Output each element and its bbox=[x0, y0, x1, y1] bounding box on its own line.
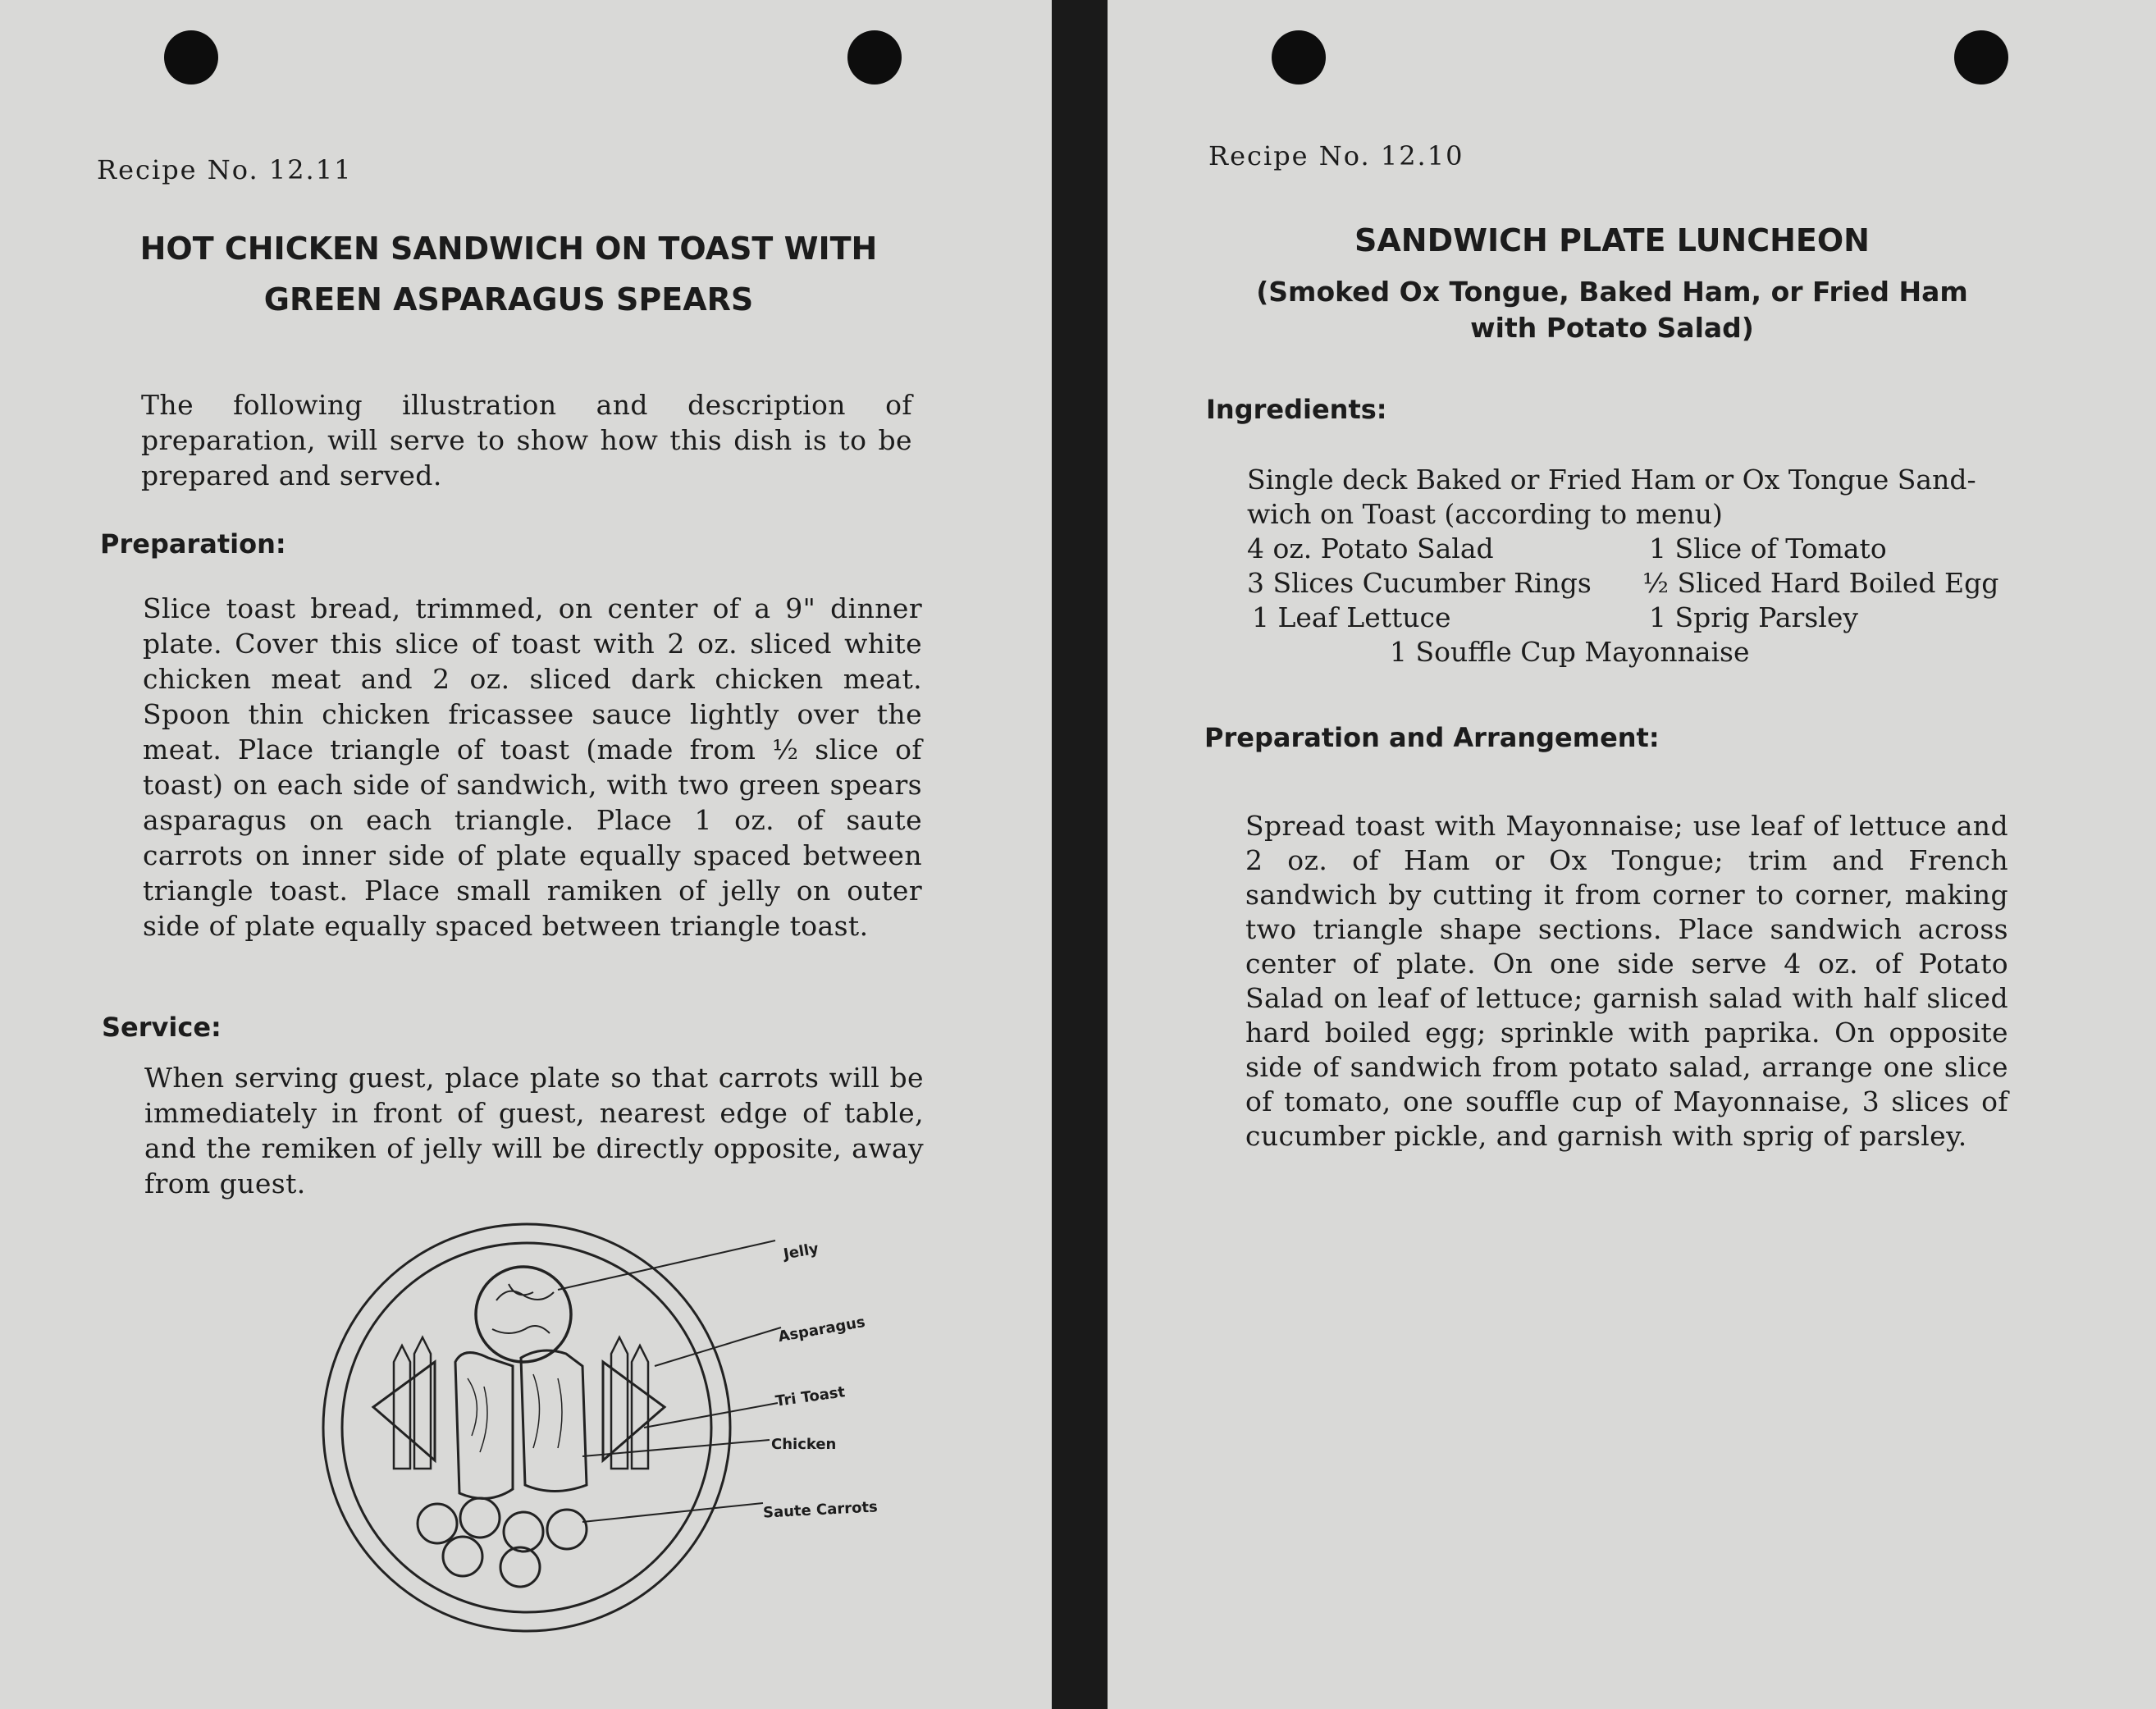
preparation-text: Spread toast with Mayonnaise; use leaf of lettuce and 2 oz. of Ham or Ox Tongue; trim and French sandwich by cutting it from corner to corner, making two triangle shape sections. Place sandwich across center of plate. On one side serve 4 oz. of Potato Salad on leaf of lettuce; garnish salad with half sliced hard boiled egg; sprinkle with paprika. On opposite side of sandwich from potato salad, arrange one slice of tomato, one souffle cup of Mayonnaise, 3 slices of cucumber pickle, and garnish with sprig of parsley. bbox=[1245, 810, 2008, 1152]
recipe-title bbox=[98, 223, 919, 325]
ingredient-item: ½ Sliced Hard Boiled Egg bbox=[1642, 567, 1999, 599]
service-text: When serving guest, place plate so that carrots will be immediately in front of guest, nearest edge of table, and the remiken of jelly will be directly opposite, away from guest. bbox=[144, 1062, 924, 1199]
tri-toast-left bbox=[373, 1362, 435, 1460]
preparation-heading: Preparation and Arrangement: bbox=[1204, 722, 1660, 753]
jelly-ramekin bbox=[476, 1267, 571, 1362]
preparation-text: Slice toast bread, trimmed, on center of a 9" dinner plate. Cover this slice of toast with 2 oz. sliced white chicken meat and 2 oz. sliced dark chicken meat. Spoon thin chicken fricassee sauce lightly over the meat. Place triangle of toast (made from ½ slice of toast) on each side of sandwich, with two green spears asparagus on each triangle. Place 1 oz. of saute carrots on inner side of plate equally spaced between triangle toast. Place small ramiken of jelly on outer side of plate equally spaced between triangle toast. bbox=[143, 592, 922, 942]
ingredients-intro-line-1: Single deck Baked or Fried Ham or Ox Tongue Sand- bbox=[1247, 464, 1976, 496]
service-heading: Service: bbox=[102, 1012, 222, 1043]
recipe-number: Recipe No. 12.11 bbox=[97, 154, 353, 185]
title-line-1: HOT CHICKEN SANDWICH ON TOAST WITH bbox=[139, 231, 878, 267]
title-line-2: GREEN ASPARAGUS SPEARS bbox=[263, 281, 754, 318]
subtitle-line-2: with Potato Salad) bbox=[1470, 312, 1754, 344]
subtitle-line-1: (Smoked Ox Tongue, Baked Ham, or Fried Ham bbox=[1256, 276, 1968, 308]
recipe-card-left bbox=[0, 0, 1052, 1709]
saute-carrots bbox=[418, 1498, 587, 1587]
punch-hole-right bbox=[1954, 30, 2008, 85]
label-asparagus: Asparagus bbox=[776, 1313, 867, 1346]
punch-hole-left bbox=[164, 30, 218, 85]
ingredient-item: 1 Slice of Tomato bbox=[1649, 532, 1887, 564]
ingredient-item: 1 Souffle Cup Mayonnaise bbox=[1390, 636, 1750, 668]
ingredients-heading: Ingredients: bbox=[1206, 394, 1387, 425]
ingredient-item: 1 Leaf Lettuce bbox=[1252, 601, 1451, 633]
plate-outer-rim bbox=[323, 1224, 730, 1631]
label-chicken: Chicken bbox=[771, 1436, 837, 1453]
ingredient-item: 3 Slices Cucumber Rings bbox=[1247, 567, 1592, 599]
punch-hole-left bbox=[1272, 30, 1326, 85]
label-saute-carrots: Saute Carrots bbox=[762, 1498, 879, 1522]
ingredients-intro-line-2: wich on Toast (according to menu) bbox=[1247, 498, 1723, 530]
label-tri-toast: Tri Toast bbox=[774, 1383, 847, 1410]
recipe-card-right bbox=[1108, 0, 2156, 1709]
recipe-subtitle bbox=[1190, 274, 2035, 346]
ingredient-item: 1 Sprig Parsley bbox=[1649, 601, 1858, 633]
preparation-heading: Preparation: bbox=[100, 528, 286, 560]
recipe-title: SANDWICH PLATE LUNCHEON bbox=[1354, 222, 1870, 258]
ingredient-item: 4 oz. Potato Salad bbox=[1247, 532, 1494, 564]
asparagus-left bbox=[394, 1337, 431, 1469]
label-jelly: Jelly bbox=[782, 1240, 820, 1263]
recipe-number: Recipe No. 12.10 bbox=[1208, 140, 1464, 171]
punch-hole-right bbox=[847, 30, 902, 85]
intro-paragraph: The following illustration and description of preparation, will serve to show how this dish is to be prepared and served. bbox=[141, 389, 912, 491]
